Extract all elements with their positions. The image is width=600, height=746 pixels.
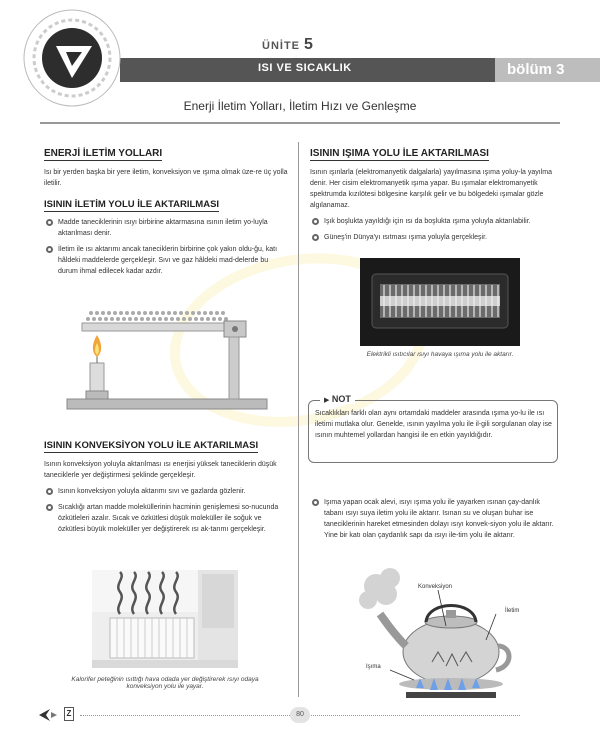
list-item: Güneş'in Dünya'yı ısıtması ışıma yoluyla gerçekleşir. <box>310 232 558 243</box>
right-column <box>310 148 558 243</box>
note-icon: ▶ <box>324 397 330 404</box>
unite-label: ÜNİTE 5 <box>262 36 314 53</box>
header-divider <box>40 122 560 124</box>
label-isima: Işıma <box>366 664 381 670</box>
footer-mark-icon: Z <box>64 707 74 721</box>
radiator-caption: Kalorifer peteğinin ısıttığı hava odada yer değiştirerek ısıyı odaya konveksiyon yolu ile yayar. <box>71 676 259 690</box>
label-iletim: İletim <box>505 608 520 614</box>
isima-intro: Isının ışınlarla (elektromanyetik dalgalarla) yayılmasına ışıma yoluy-la yayılma denir. Her cisim elektromanyetik ışıma yapar. Bu ışımalar elektromanyetik spektrumda kızılötesi bölgesine karşılık gelir ve bu bölgedeki ışımalar gözle algılanamaz. <box>310 169 552 209</box>
publisher-logo-icon <box>22 8 122 108</box>
heading-konveksiyon: ISININ KONVEKSİYON YOLU İLE AKTARILMASI <box>44 440 259 451</box>
label-konveksiyon: Konveksiyon <box>418 584 453 590</box>
list-item: Isının konveksiyon yoluyla aktarımı sıvı ve gazlarda gözlenir. <box>44 486 289 497</box>
column-divider <box>298 142 299 697</box>
heading-enerji-iletim: ENERJİ İLETİM YOLLARI <box>44 148 163 159</box>
conduction-apparatus-illustration <box>64 305 274 415</box>
heater-caption: Elektrikli ısıtıcılar ısıyı havaya ışıma yolu ile aktarır. <box>366 351 514 358</box>
bolum-badge: bölüm 3 <box>495 58 600 82</box>
list-item: Madde taneciklerinin ısıyı birbirine aktarmasına ısının iletim yo-luyla aktarılması denir. <box>44 217 289 239</box>
footer-logo-icon <box>38 707 58 723</box>
unit-title: ISI VE SICAKLIK <box>258 62 352 74</box>
konveksiyon-intro: Isının konveksiyon yoluyla aktarılması ısı enerjisi yüksek taneciklerin düşük taneciklerle yer değiştirmesi şeklinde gerçekleşir. <box>44 461 277 479</box>
unite-number: 5 <box>304 36 314 53</box>
right-column-lower <box>310 492 558 541</box>
list-item: Sıcaklığı artan madde moleküllerinin hacminin genişlemesi so-nucunda özkütleleri azalır. Sıcak ve özkütlesi düşük moleküller ile soğuk ve özkütlesi büyük moleküller yer değiştirerek ısı ak-tarımı gerçekleşir. <box>44 502 289 535</box>
list-item: Işık boşlukta yayıldığı için ısı da boşlukta ışıma yoluyla aktarılabilir. <box>310 216 558 227</box>
intro-text: Isı bir yerden başka bir yere iletim, konveksiyon ve ışıma olmak üze-re üç yolla iletilir. <box>44 169 288 187</box>
page-number: 80 <box>290 707 310 723</box>
heading-isima: ISININ IŞIMA YOLU İLE AKTARILMASI <box>310 148 489 159</box>
radiator-illustration <box>92 570 238 668</box>
left-column <box>44 148 289 277</box>
left-column-lower <box>44 440 289 535</box>
list-item: Işıma yapan ocak alevi, ısıyı ışıma yolu ile yayarken ısınan çay-danlık tabanı ısıyı suya iletim yolu ile aktarır. Isınan su ve oluşan buhar ise taneciklerinin hareket etmesinden dolayı ısıyı konvek-siyon yolu ile aktarır. Yine bir katı olan çaydanlık sapı da ısıyı ile-tim yolu ile aktarır. <box>310 497 558 541</box>
section-subtitle: Enerji İletim Yolları, İletim Hızı ve Genleşme <box>183 99 417 113</box>
note-text: Sıcaklıkları farklı olan aynı ortamdaki maddeler arasında ışıma yo-lu ile ısı iletimi mutlaka olur. Genelde, ısının yayılma yolu ile il-gili sorgulanan olay ise ısının muhtemel yollardan hangisi ile en etkin yayıldığıdır. <box>315 410 552 439</box>
heading-iletim: ISININ İLETİM YOLU İLE AKTARILMASI <box>44 199 220 210</box>
electric-heater-illustration <box>360 258 520 346</box>
note-label: ▶ NOT <box>320 394 355 404</box>
list-item: İletim ile ısı aktarımı ancak taneciklerin birbirine çok yakın oldu-ğu, katı hâldeki maddelerde gerçekleşir. Sıvı ve gaz hâldeki mad-delerde bu durum ihmal edilecek kadar azdır. <box>44 244 289 277</box>
teapot-on-stove-illustration <box>346 562 546 702</box>
